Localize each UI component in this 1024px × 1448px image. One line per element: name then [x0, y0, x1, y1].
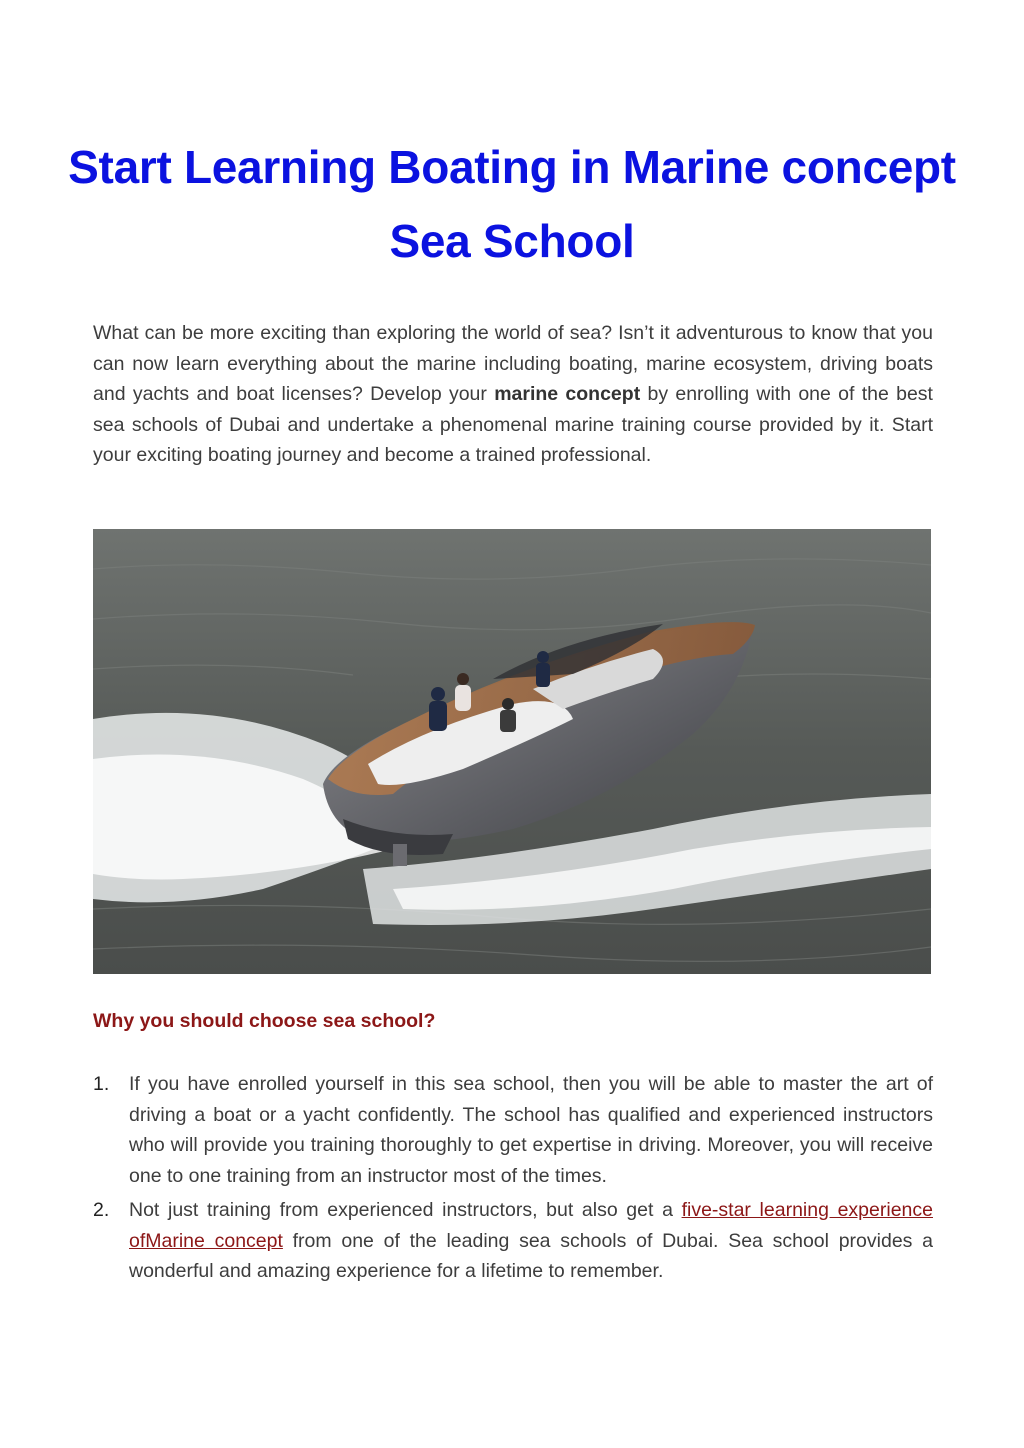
intro-bold-text: marine concept — [494, 383, 641, 405]
list-item — [93, 1195, 933, 1287]
reasons-list — [93, 1069, 933, 1291]
speedboat-photo — [93, 529, 931, 974]
list-item-text: If you have enrolled yourself in this sea school, then you will be able to master the art of driving a boat or a yacht confidently. The school has qualified and experienced instructors who will provide you training thoroughly to get expertise in driving. Moreover, you will receive one to one training from an instructor most of the times. — [129, 1073, 933, 1187]
intro-paragraph — [93, 318, 933, 471]
list-item-text-end: from one of the leading sea schools of Dubai. Sea school provides a wonderful and amazing experience for a lifetime to remember. — [129, 1229, 933, 1282]
list-item-text-start: Not just training from experienced instructors, but also get a — [129, 1199, 682, 1221]
marine-concept-link[interactable]: five-star learning experience ofMarine concept — [129, 1199, 933, 1252]
speedboat-photo-icon — [93, 529, 931, 974]
intro-text-end: by enrolling with one of the best sea schools of Dubai and undertake a phenomenal marine training course provided by it. Start your exciting boating journey and become a trained professional. — [93, 383, 933, 466]
page-title: Start Learning Boating in Marine concept Sea School — [68, 141, 956, 267]
list-item-number: 2. — [93, 1199, 110, 1221]
section-heading: Why you should choose sea school? — [93, 1010, 436, 1032]
list-item — [93, 1069, 933, 1191]
list-item-number: 1. — [93, 1073, 110, 1095]
intro-text-start: What can be more exciting than exploring the world of sea? Isn’t it adventurous to know that you can now learn everything about the marine including boating, marine ecosystem, driving boats and yachts and boat licenses? Develop your — [93, 322, 933, 405]
